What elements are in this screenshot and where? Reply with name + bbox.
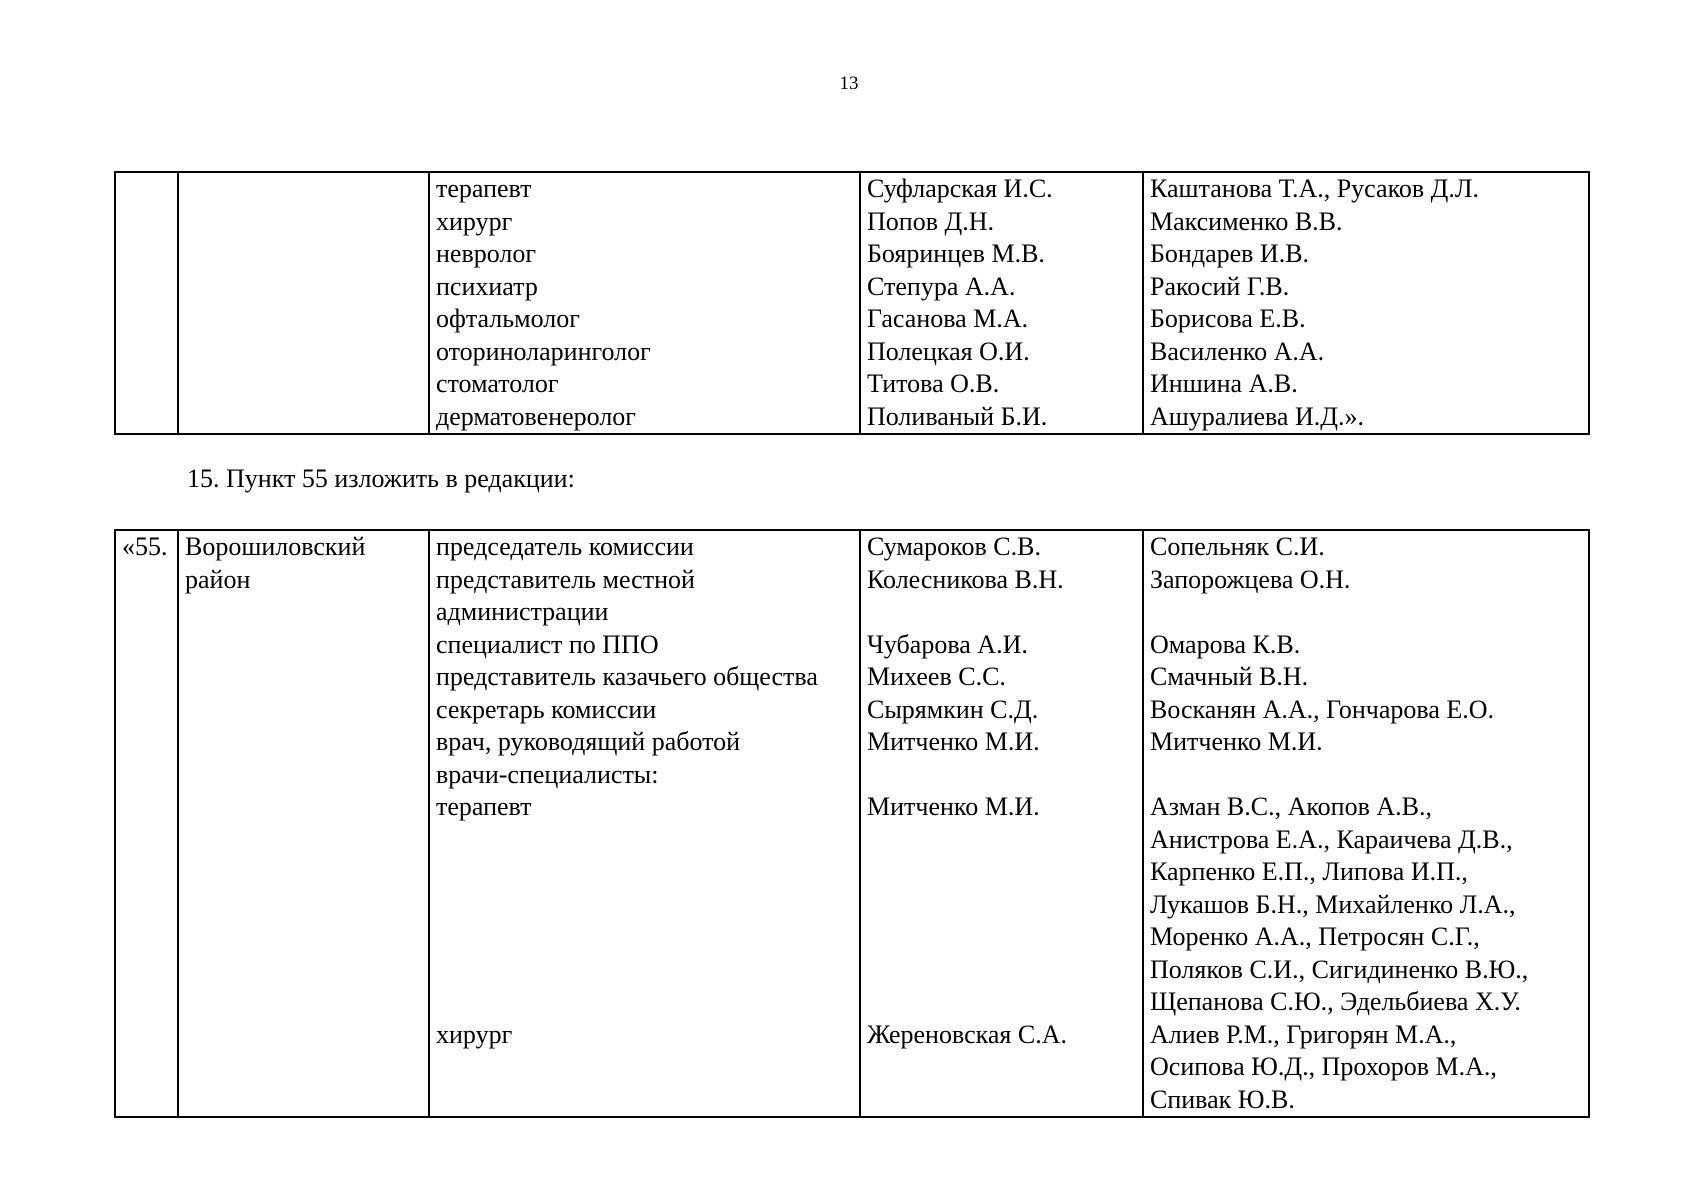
role-label: невролог <box>436 239 537 268</box>
reserve-names <box>1150 596 1582 629</box>
reserve-names: Алиев Р.М., Григорян М.А., <box>1150 1019 1457 1049</box>
role-label <box>436 954 853 987</box>
district-cell <box>178 172 429 434</box>
role-label <box>436 1051 853 1084</box>
role-label <box>436 824 853 857</box>
role-label <box>436 889 853 922</box>
role-label <box>436 921 853 954</box>
member-name: Полецкая О.И. <box>867 336 1030 366</box>
member-name <box>867 986 1136 1019</box>
member-name: Суфларская И.С. <box>867 174 1053 203</box>
table-row <box>115 530 1589 1117</box>
item-number: «55. <box>122 532 168 561</box>
reserve-names: Сопельняк С.И. <box>1150 532 1325 561</box>
member-name <box>867 921 1136 954</box>
commission-table-item-55 <box>114 529 1590 1118</box>
reserve-names: Запорожцева О.Н. <box>1150 564 1351 594</box>
role-label: дерматовенеролог <box>436 401 636 431</box>
reserve-names: Щепанова С.Ю., Эдельбиева Х.У. <box>1150 987 1521 1016</box>
member-cell <box>860 530 1143 1117</box>
member-name <box>867 856 1136 889</box>
role-label: терапевт <box>436 792 532 821</box>
reserve-names: Омарова К.В. <box>1150 629 1301 659</box>
reserve-names: Борисова Е.В. <box>1150 304 1306 333</box>
member-name: Митченко М.И. <box>867 727 1040 756</box>
member-name: Сырямкин С.Д. <box>867 694 1039 724</box>
member-name: Поливаный Б.И. <box>867 401 1048 431</box>
district-name: район <box>185 564 251 594</box>
role-label: оториноларинголог <box>436 336 651 366</box>
member-name: Чубарова А.И. <box>867 629 1028 659</box>
reserve-names: Василенко А.А. <box>1150 336 1325 366</box>
reserve-names: Карпенко Е.П., Липова И.П., <box>1150 857 1468 886</box>
reserve-names: Ашуралиева И.Д.». <box>1150 401 1364 431</box>
reserve-names: Митченко М.И. <box>1150 727 1323 756</box>
reserve-names: Лукашов Б.Н., Михайленко Л.А., <box>1150 889 1516 919</box>
reserve-names: Смачный В.Н. <box>1150 662 1309 691</box>
reserve-names: Моренко А.А., Петросян С.Г., <box>1150 922 1480 951</box>
member-name: Титова О.В. <box>867 369 1000 398</box>
member-name: Жереновская С.А. <box>867 1019 1067 1049</box>
district-cell <box>178 530 429 1117</box>
member-name <box>867 1051 1136 1084</box>
role-label: хирург <box>436 206 513 236</box>
member-name: Михеев С.С. <box>867 662 1006 691</box>
reserve-names: Каштанова Т.А., Русаков Д.Л. <box>1150 174 1480 203</box>
number-cell <box>115 530 178 1117</box>
member-name <box>867 954 1136 987</box>
commission-table-continued <box>114 171 1590 435</box>
role-label: секретарь комиссии <box>436 694 657 724</box>
reserve-names: Азман В.С., Акопов А.В., <box>1150 792 1432 821</box>
member-name <box>867 759 1136 792</box>
member-name: Колесникова В.Н. <box>867 564 1064 594</box>
member-name: Митченко М.И. <box>867 792 1040 821</box>
role-label: терапевт <box>436 174 532 203</box>
number-cell <box>115 172 178 434</box>
reserve-names: Осипова Ю.Д., Прохоров М.А., <box>1150 1052 1497 1081</box>
member-name <box>867 596 1136 629</box>
reserve-cell <box>1143 530 1589 1117</box>
member-name: Степура А.А. <box>867 271 1016 301</box>
reserve-names: Иншина А.В. <box>1150 369 1298 398</box>
member-name <box>867 824 1136 857</box>
amendment-paragraph: 15. Пункт 55 изложить в редакции: <box>187 464 575 493</box>
member-name: Попов Д.Н. <box>867 206 994 236</box>
role-label: психиатр <box>436 271 538 301</box>
member-name: Бояринцев М.В. <box>867 239 1045 268</box>
member-cell <box>860 172 1143 434</box>
role-label: стоматолог <box>436 369 559 398</box>
reserve-names: Анистрова Е.А., Караичева Д.В., <box>1150 824 1513 854</box>
role-label <box>436 856 853 889</box>
role-label: председатель комиссии <box>436 532 694 561</box>
role-label: офтальмолог <box>436 304 580 333</box>
page-number: 13 <box>839 73 859 94</box>
district-name: Ворошиловский <box>185 532 366 561</box>
role-label: врач, руководящий работой <box>436 727 741 756</box>
table-row <box>115 172 1589 434</box>
reserve-names: Ракосий Г.В. <box>1150 271 1290 301</box>
role-cell <box>429 172 860 434</box>
member-name <box>867 889 1136 922</box>
reserve-names <box>1150 759 1582 792</box>
role-label: представитель местной <box>436 564 695 594</box>
member-name <box>867 1084 1136 1117</box>
role-label: врачи-специалисты: <box>436 759 659 789</box>
reserve-names: Восканян А.А., Гончарова Е.О. <box>1150 694 1495 724</box>
role-label: хирург <box>436 1019 513 1049</box>
reserve-cell <box>1143 172 1589 434</box>
member-name: Сумароков С.В. <box>867 532 1041 561</box>
role-label <box>436 986 853 1019</box>
member-name: Гасанова М.А. <box>867 304 1029 333</box>
role-label <box>436 1084 853 1117</box>
reserve-names: Спивак Ю.В. <box>1150 1084 1295 1114</box>
role-label: специалист по ППО <box>436 629 659 659</box>
role-label: администрации <box>436 597 609 626</box>
reserve-names: Максименко В.В. <box>1150 206 1343 236</box>
reserve-names: Поляков С.И., Сигидиненко В.Ю., <box>1150 954 1529 984</box>
role-label: представитель казачьего общества <box>436 662 818 691</box>
reserve-names: Бондарев И.В. <box>1150 239 1310 268</box>
role-cell <box>429 530 860 1117</box>
